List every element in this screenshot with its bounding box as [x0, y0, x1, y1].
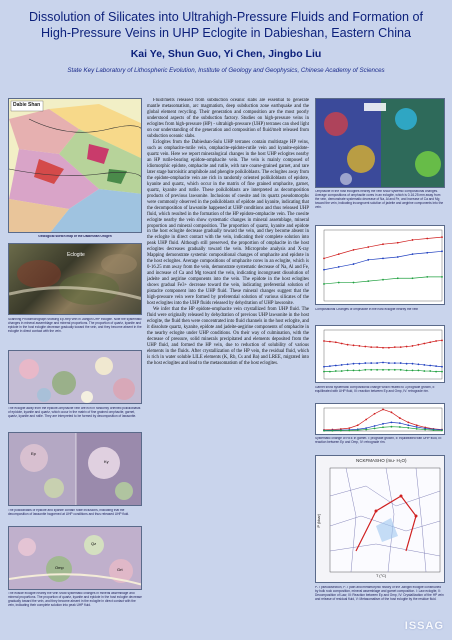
chart-1-series-2-point: [382, 279, 384, 281]
chart-2-series-0-point: [429, 341, 431, 343]
chart-3-series-0-point: [416, 424, 418, 426]
chart-2-panel: [315, 325, 445, 383]
chart-3-series-2-point: [323, 430, 325, 432]
chart-2-series-2-point: [341, 370, 343, 372]
phase-diagram-xlabel: T (°C): [376, 574, 387, 578]
paragraph-3: We infer that the HP epidote-omphacite vein crystallized from UHP fluid. The fluid were originally released by dehydration of previous UHP lawsonite in the host eclogite, the fluid then were concentrated into fluid channels in the host eclogite, and it dissolute quartz, kyanite, epidote and jadeite-aegirine components of omphacite in the nearby eclogite under UHP conditions. On their way of culmination, with the decrease of pressure, solid minerals precipitated and elements deposited from the UHP fluid, and formed the HP vein, due to reduction of solubility of various elements in the fluids. After crystallization of the HP vein, the residual fluid, which is rich in water soluble LILE elements (K, Rb, Cs and Ba) and LREE, migrated into the host eclogites and lead to the metasomatism of the host eclogites.: [147, 307, 309, 366]
authors: Kai Ye, Shun Guo, Yi Chen, Jingbo Liu: [130, 48, 322, 60]
mineral-label-qz: Qz: [91, 541, 97, 546]
chart-2-series-2-point: [335, 370, 337, 372]
chart-2-series-0-point: [418, 344, 420, 346]
chart-3-series-1-point: [399, 422, 401, 424]
chart-2-series-1-point: [364, 362, 366, 364]
micrograph-2-texture: [9, 433, 142, 506]
chart-2-series-0-point: [388, 347, 390, 349]
map-caption: Geological sketch map of the Dabieshan Orogen: [38, 235, 112, 238]
chart-2-series-0-point: [382, 347, 384, 349]
chart-1-series-0-point: [397, 242, 399, 244]
chart-2-series-1-point: [376, 362, 378, 364]
chart-1-panel: [315, 225, 445, 305]
chart-3-series-2-point: [357, 429, 359, 431]
chart-3-caption: Systematic change of REE in garnet. I: prograde growth, II: equilibrated with UHP fluid, III: reaction between Ep and Omp, IV: retrograde rim.: [315, 437, 442, 444]
phase-diagram: [315, 455, 445, 583]
chart-2-series-0-point: [341, 343, 343, 345]
eclogite-label: Eclogite: [67, 252, 85, 258]
chart-2-series-2-point: [418, 370, 420, 372]
map-title: Dabie Shan: [13, 102, 41, 108]
chart-1-series-1-point: [397, 256, 399, 258]
geological-map-graphic: [9, 99, 142, 233]
chart-3-series-0-point: [399, 417, 401, 419]
chart-3-series-1-point: [391, 421, 393, 423]
xray-map-graphic: [316, 99, 445, 188]
chart-3-series-2-point: [340, 430, 342, 432]
chart-3-series-1-point: [416, 426, 418, 428]
chart-3-series-0-point: [407, 421, 409, 423]
chart-2-series-2-point: [376, 369, 378, 371]
chart-2-series-0-point: [441, 340, 443, 342]
chart-2-series-0-point: [353, 344, 355, 346]
chart-3-series-0-point: [365, 419, 367, 421]
chart-1-series-1-point: [382, 258, 384, 260]
chart-3-series-0-point: [391, 411, 393, 413]
chart-1-series-2-point: [397, 277, 399, 279]
micrograph-2-caption: The poikiloblasts of epidote and kyanite contain rutile inclusions, indicating that the decomposition of lawsonite happened at UHP conditions and thus released UHP fluid.: [8, 509, 130, 516]
chart-1-series-0-point: [367, 246, 369, 248]
chart-1-series-2-point: [367, 280, 369, 282]
chart-2-series-1-point: [370, 362, 372, 364]
chart-3-series-1-point: [382, 423, 384, 425]
chart-2-series-2-point: [388, 369, 390, 371]
chart-2-series-1-point: [418, 363, 420, 365]
chart-3-panel: [315, 403, 445, 435]
chart-2-series-2-point: [353, 370, 355, 372]
phase-diagram-title: NCKFMASHO (mu- H₂O): [356, 458, 407, 463]
chart-1-series-0-point: [441, 236, 443, 238]
chart-2-series-1-point: [429, 365, 431, 367]
poster-title: Dissolution of Silicates into Ultrahigh-Pressure Fluids and Formation of High-Pressure Veins in UHP Eclogite in Dabieshan, Eastern China: [28, 10, 424, 40]
chart-3-series-2-point: [348, 430, 350, 432]
chart-1-series-2-point: [338, 282, 340, 284]
chart-3-series-2-point: [374, 428, 376, 430]
chart-3-series-2-point: [433, 429, 435, 431]
chart-2-series-1-point: [353, 363, 355, 365]
chart-3: [316, 404, 445, 435]
chart-2-series-0-point: [376, 346, 378, 348]
chart-2-series-0-point: [423, 343, 425, 345]
chart-1-series-0-point: [338, 253, 340, 255]
chart-1-series-1-point: [353, 263, 355, 265]
chart-3-series-1-point: [374, 425, 376, 427]
chart-2-series-1-point: [435, 365, 437, 367]
chart-1-series-1-point: [323, 269, 325, 271]
mineral-label-omp: Omp: [55, 565, 64, 570]
chart-3-series-0-point: [382, 409, 384, 411]
chart-1-series-1-line: [324, 251, 442, 269]
paragraph-1: Fluid/melts released from subduction oceanic slabs are essential to generate mantle metasomatism, arc magmatism, deep subduction zone earthquake and the global element recycling. Their generation and composition are the most poorly understood aspects of the subduction factory. Studies on high-pressure veins in eclogites from high-pressure (HP) - ultrahigh-pressure (UHP) terranes can shed light on our understanding of the generation and composition of fluid/melt released from subduction oceanic slabs.: [147, 98, 309, 139]
chart-2-series-2-point: [423, 370, 425, 372]
chart-1-series-0-point: [426, 238, 428, 240]
chart-2-series-1-point: [423, 364, 425, 366]
chart-1-series-0-point: [412, 239, 414, 241]
chart-2-series-0-point: [435, 340, 437, 342]
chart-2-series-0-point: [394, 346, 396, 348]
chart-2-series-1-point: [441, 366, 443, 368]
micrograph-3-caption: The eoside eclogite nearby the vein show systematic changes in mineral assemblage and mineral proportions. The proportion of quartz, kyanite and epidote in the host eclogite decrease gradually toward the vein, and they become absent in the eclogite in direct contact with the vein, indicating their complete solution into peak UHP fluid.: [8, 592, 142, 607]
chart-2-series-1-point: [359, 363, 361, 365]
chart-2-series-1-point: [335, 365, 337, 367]
chart-1-series-1-point: [338, 266, 340, 268]
chart-3-series-2-point: [399, 426, 401, 428]
chart-2-series-2-point: [412, 370, 414, 372]
chart-2-series-2-point: [364, 369, 366, 371]
chart-2-series-2-point: [329, 371, 331, 373]
chart-3-series-2-point: [332, 430, 334, 432]
chart-2-series-1-point: [323, 366, 325, 368]
chart-1-series-0-point: [323, 258, 325, 260]
chart-2-series-0-point: [406, 346, 408, 348]
chart-1-series-2-point: [426, 276, 428, 278]
chart-2: [316, 326, 445, 383]
affiliation: State Key Laboratory of Lithospheric Evolution, Institute of Geology and Geophysics, Chinese Academy of Sciences: [67, 67, 385, 74]
chart-2-series-1-point: [394, 362, 396, 364]
eclogite-photo: [8, 243, 142, 315]
geological-map: [8, 98, 142, 233]
chart-2-series-2-point: [359, 370, 361, 372]
chart-3-series-1-point: [407, 424, 409, 426]
micrograph-1-caption: The eclogite away from the epidote-omphacite vein are rich in randomly oriented polikiloblasts of epidote, kyanite and quartz, which occur in the matrix of fine grained omphacite, garnet, quartz, kyanite and rutile. They are interpreted to be formed by decomposition of lawsonite.: [8, 407, 141, 418]
chart-2-series-2-point: [382, 369, 384, 371]
chart-1-series-2-point: [353, 282, 355, 284]
phase-diagram-caption: P-T pseudosection, P-T path and metamorphic history of the Jianglin eclogite constructed by bulk rock composition, mineral assemblage and garnet composition. I: Law eclogite, II: Decomposition of Law, III: Reaction between Ep and Omp, IV: Crystallization of the HP vein and release of residual fluid, V: Metasomatism of the host eclogite by the residue fluid.: [315, 586, 444, 601]
chart-2-series-2-point: [441, 371, 443, 373]
chart-1-series-1-point: [441, 250, 443, 252]
chart-2-series-2-point: [370, 369, 372, 371]
chart-2-series-1-point: [382, 362, 384, 364]
chart-2-series-2-point: [323, 371, 325, 373]
micrograph-3: [8, 526, 142, 590]
chart-3-series-2-point: [391, 426, 393, 428]
chart-2-series-0-point: [359, 345, 361, 347]
micrograph-2: [8, 432, 142, 506]
chart-1-axes: [324, 230, 442, 301]
main-text: [147, 98, 309, 598]
chart-3-series-0-point: [357, 424, 359, 426]
chart-1-series-2-point: [323, 283, 325, 285]
chart-2-series-2-point: [394, 369, 396, 371]
chart-1-series-0-point: [353, 249, 355, 251]
mineral-label-grt: Grt: [117, 567, 123, 572]
phase-diagram-ylabel: P (kbar): [317, 514, 321, 528]
chart-2-series-0-point: [335, 341, 337, 343]
xray-map: [315, 98, 445, 188]
paragraph-2: Eclogites from the Dabieshan-Sulu UHP terranes contain multistage HP veins, such as omphacite-rutile vein, omphacite-epidote-rutile vein and kyanite-epidote-quartz vein. Here we report mineralogical changes in the host UHP eclogites nearby an HP rutile-bearing epidote-omphacite vein. The vein is mainly composed of idiomorphic epidote, omphacite and rutile, with rare coarse-grained garnet, and rare later stage barroisitic amphibole and phengite poikiloblasts. The eclogites away from the epidote-omphacite vein are rich in randomly oriented polikiloblasts of epidote, kyanite and quartz, which occur in the matrix of fine grained omphacite, garnet, quartz, kyanite and rutile. These poikiloblasts are interpreted as decomposition products of previous lawsonite. Inclusions of coesite and its quartz pseudomorphs were commonly observed in the poikiloblasts of epidote and kyanite, indicating that the decomposition of lawsonite happened at UHP conditions and thus released UHP fluid, which resulted in the formation of the HP epidote-omphacite vein. The coesite eclogite nearby the vein show systematic changes in mineral assemblage, mineral proportion and mineral composition. The proportion of quartz, kyanite and epidote in the host eclogite decrease gradually toward the vein, and they become absent in the eclogite in direct contact with the vein, indicating their complete solution into peak UHP fluid. Although still preserved, the proportion of omphacite in the host eclogites decreases gradually toward the vein. Microprobe analysis and X-ray Mapping demonstrate systemic compositional changes of omphacite and epidote in the host eclogites. Average compositions of omphacite cores in an eclogite, which is 0-16.25 mm away from the vein, demonstrate systematic decrease of Na, Al and Fe, and increase of Ca and Mg toward the vein, indicating incongruent dissolution of jadeite and aegirine components into the vein. The epidote in the host eclogites shows gradual Fe3+ decrease toward the vein, indicating preferential solution of pistacite component into the UHP fluid. These mineral changes suggest that the high-pressure vein were formed by preferential solution of various silicates of the host eclogites into the UHP fluids released by dehydration of UHP lawsonite.: [147, 140, 309, 306]
chart-2-series-1-point: [412, 363, 414, 365]
chart-1-series-0-point: [382, 243, 384, 245]
chart-1-series-1-point: [426, 252, 428, 254]
chart-2-series-1-point: [400, 362, 402, 364]
chart-2-series-0-point: [400, 346, 402, 348]
chart-2-series-2-point: [347, 370, 349, 372]
chart-1-series-1-point: [412, 253, 414, 255]
chart-1-series-0-line: [324, 237, 442, 258]
chart-2-series-2-point: [400, 369, 402, 371]
chart-2-series-2-point: [406, 370, 408, 372]
chart-3-series-2-point: [416, 428, 418, 430]
chart-2-series-2-point: [435, 371, 437, 373]
chart-2-series-2-point: [429, 370, 431, 372]
chart-2-series-1-point: [341, 364, 343, 366]
chart-2-series-0-point: [323, 340, 325, 342]
phase-diagram-graphic: [316, 456, 445, 583]
chart-2-series-0-point: [347, 344, 349, 346]
chart-2-series-0-point: [364, 346, 366, 348]
micrograph-3-texture: [9, 527, 142, 590]
chart-2-series-1-point: [347, 363, 349, 365]
chart-3-series-0-point: [348, 427, 350, 429]
chart-2-series-1-point: [329, 365, 331, 367]
chart-1: [316, 226, 445, 305]
chart-3-series-0-point: [374, 413, 376, 415]
chart-1-series-2-point: [412, 277, 414, 279]
chart-3-series-2-point: [441, 430, 443, 432]
chart-2-series-1-point: [406, 363, 408, 365]
chart-3-series-2-point: [365, 429, 367, 431]
chart-3-series-2-point: [382, 426, 384, 428]
chart-2-caption: Garnet show systematic compositional change which related to 3 prograde growth, II: equilibrated with UHP fluid, III: reaction between Ep and Omp, IV: retrograde rim.: [315, 386, 436, 393]
mineral-label-ky: Ky: [104, 459, 109, 464]
chart-3-series-2-point: [424, 429, 426, 431]
chart-3-series-2-point: [407, 427, 409, 429]
xray-map-caption: Omphacite in the host eclogites nearby the vein show systemic compositional changes. Average compositions of omphacite cores in an eclogite, which is 0-16.25 mm away from the vein, demonstrate systematic decrease of Na, Al and Fe, and increase of Ca and Mg toward the vein, indicating incongruent solution of jadeite and aegirine components into the vein.: [315, 190, 444, 209]
photo-caption: Scanning Photomicrograph showing Ep-Rep vein in Jianglin UHP eclogite. Note the systematic changes in mineral assemblage and mineral proportions. The proportion of quartz, kyanite and epidote in the host eclogite decrease gradually toward the vein, and they become absent in the eclogite in direct contact with the vein.: [8, 318, 142, 333]
chart-2-series-0-point: [370, 346, 372, 348]
conference-logo: ISSAG: [404, 620, 444, 632]
micrograph-1-texture: [9, 351, 142, 404]
mineral-label-ep: Ep: [31, 451, 36, 456]
chart-2-series-0-point: [329, 341, 331, 343]
chart-1-series-1-point: [367, 259, 369, 261]
chart-1-caption: Compositional Changes of omphacite in the host eclogite nearby the vein: [315, 308, 419, 311]
chart-1-series-2-point: [441, 276, 443, 278]
micrograph-1: [8, 350, 142, 404]
chart-2-series-0-point: [412, 345, 414, 347]
poster-header: [0, 0, 452, 92]
chart-2-series-1-point: [388, 362, 390, 364]
